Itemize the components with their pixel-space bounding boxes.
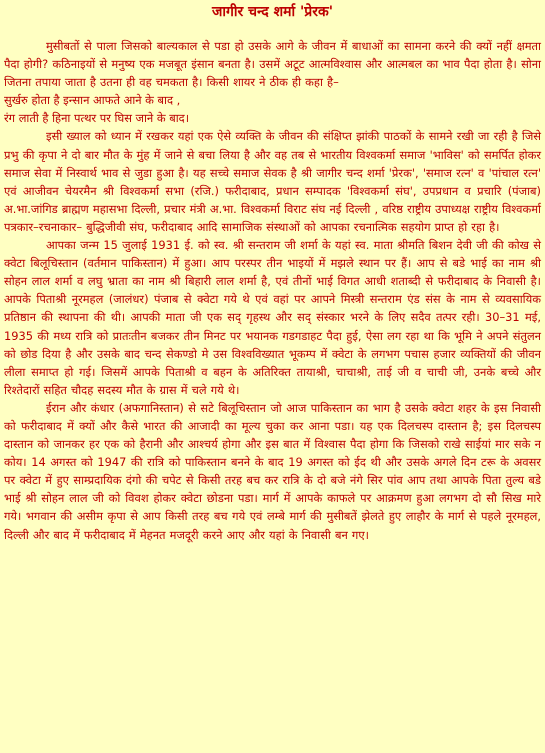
paragraph-intro: मुसीबतों से पाला जिसको बाल्यकाल से पडा हो उसके आगे के जीवन में बाधाओं का सामना करने की क्यों नहीं क्षमता पैदा होगी? कठिनाइयों से मनुष्य एक मजबूत इंसान बनता है। उसमें अटूट आत्मविश्वास और आत्मबल का भाव पैदा होता है। सोना जितना तपाया जाता है उतना ही वह चमकता है। किसी शायर ने ठीक ही कहा है– — [4, 39, 541, 90]
couplet-line-1: सुर्खरु होता है इन्सान आफते आने के बाद , — [4, 93, 181, 108]
couplet-line-2: रंग लाती है हिना पत्थर पर घिस जाने के बाद। — [4, 111, 190, 126]
paragraph-profile: इसी ख्याल को ध्यान में रखकर यहां एक ऐसे व्यक्ति के जीवन की संक्षिप्त झांकी पाठकों के सामने रखी जा रही है जिसे प्रभु की कृपा ने दो बार मौत के मुंह में जाने से बचा लिया है और वह तब से भारतीय विश्वकर्मा समाज 'भाविस' को समर्पित होकर समाज सेवा में निस्वार्थ भाव से जुडा हुआ है। यह सच्चे समाज सेवक है श्री जागीर चन्द शर्मा 'प्रेरक', 'समाज रत्न' व 'पांचाल रत्न' एवं आजीवन चेयरमैन श्री विश्वकर्मा सभा (रजि.) फरीदाबाद, प्रधान सम्पादक 'विश्वकर्मा संघ', उपप्रधान व प्रचारि (पंजाब) अ.भा.जांगिड ब्राह्मण महासभा दिल्ली, प्रचार मंत्री अ.भा. विश्वकर्मा विराट संघ नई दिल्ली , वरिष्ठ राष्ट्रीय उपाध्यक्ष राष्ट्रीय विश्वकर्मा पत्रकार–रचनाकार– बुद्धिजीवी संघ, फरीदाबाद आदि सामाजिक संस्थाओं को आपका रचनात्मिक सहयोग प्राप्त हो रहा है। — [4, 129, 541, 234]
paragraph-partition: ईरान और कंधार (अफगानिस्तान) से सटे बिलूचिस्तान जो आज पाकिस्तान का भाग है उसके क्वेटा शहर के इस निवासी को फरीदाबाद में क्यों और कैसे भारत की आजादी का मूल्य चुका कर आना पडा। यह एक दिलचस्प दास्तान है; इस दिलचस्प दास्तान को जानकर हर एक को हैरानी और आश्चर्य होगा और इस बात में विश्वास पैदा होगा कि जिसको राखे साईयां मार सके न कोय। 14 अगस्त को 1947 की रात्रि को पाकिस्तान बनने के बाद 19 अगस्त को ईद थी और उसके अगले दिन टरू के अवसर पर क्वेटा में हुए साम्प्रदायिक दंगो की चपेट से किसी तरह बच कर रात्रि के दो बजे नंगे सिर पांव आप तथा आपके पिता तुल्य बडे भाई श्री सोहन लाल जी को विवश होकर क्वेटा छोडना पडा। मार्ग में आपके काफले पर आक्रमण हुआ लगभग दो सौ सिख मारे गये। भगवान की असीम कृपा से आप किसी तरह बच गये एवं लम्बे मार्ग की मुसीबतें झेलते हुए लाहौर के मार्ग से पहले नूरमहल, दिल्ली और बाद में फरीदाबाद में मेहनत मजदूरी करने आए और यहां के निवासी बन गए। — [4, 400, 541, 542]
article-title: जागीर चन्द शर्मा 'प्रेरक' — [211, 4, 334, 20]
couplet — [4, 91, 541, 127]
paragraph-birth: आपका जन्म 15 जुलाई 1931 ई. को स्व. श्री सन्तराम जी शर्मा के यहां स्व. माता श्रीमति बिशन देवी जी की कोख से क्वेटा बिलूचिस्तान (वर्तमान पाकिस्तान) में हुआ। आप परस्पर तीन भाइयों में मझले स्थान पर हैं। आप से बडे भाई का नाम श्री सोहन लाल शर्मा व लघु भ्राता का नाम श्री बिहारी लाल शर्मा है, एवं तीनों भाई विगत आधी शताब्दी से फरीदाबाद के निवासी है। आपके पिताश्री नूरमहल (जालंधर) पंजाब से क्वेटा गये थे एवं वहां पर आपने मिस्त्री सन्तराम एंड संस के नाम से व्यवसायिक प्रतिष्ठान की स्थापना की थी। आपकी माता जी एक सद् गृहस्थ और सद् संस्कार भरने के लिए सदैव तत्पर रही। 30–31 मई, 1935 की मध्य रात्रि को प्रातःतीन बजकर तीन मिनट पर भयानक गडगडाहट पैदा हुई, ऐसा लग रहा था कि भूमि ने अपने संतुलन को छोड दिया है और उसके बाद चन्द सेकण्डो मे उस विश्वविख्यात भूकम्प में क्वेटा के लगभग पचास हजार व्यक्तियों की जीवन लीला समाप्त हो गई। जिसमें आपके पिताश्री व बहन के अतिरिक्त तायाश्री, चाचाश्री, ताई जी व चाची जी, उनके बच्चे और रिश्तेदारों सहित चौदह सदस्य मौत के ग्रास में चले गये थे। — [4, 238, 541, 397]
